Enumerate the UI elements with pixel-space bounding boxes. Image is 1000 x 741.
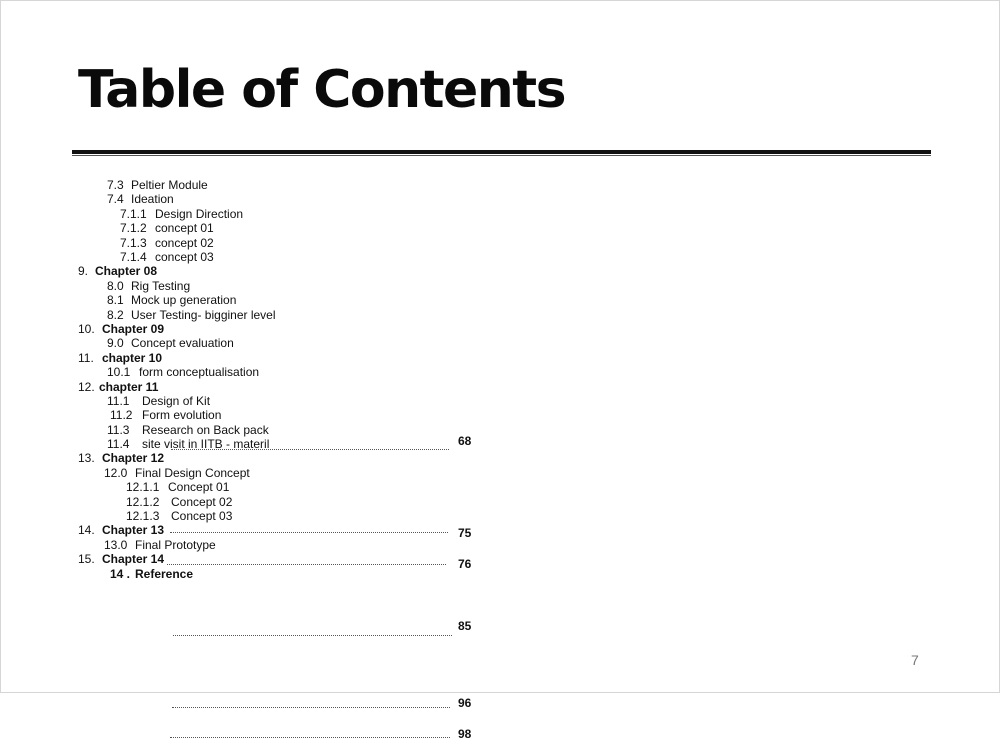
toc-entry-label: chapter 10 — [102, 351, 163, 365]
toc-entry-label: User Testing- bigginer level — [131, 308, 276, 322]
toc-entry-number: 9. — [78, 264, 89, 278]
toc-entry-label: Research on Back pack — [142, 423, 269, 437]
toc-entry-number: 9.0 — [107, 336, 124, 350]
toc-entry-number: 15. — [78, 552, 95, 566]
toc-entry-label: Concept evaluation — [131, 336, 234, 350]
toc-entry-number: 8.1 — [107, 293, 124, 307]
toc-entry-label: form conceptualisation — [139, 365, 260, 379]
toc-entry-label: Concept 03 — [171, 509, 233, 523]
toc-entry-label: Mock up generation — [131, 293, 237, 307]
toc-entry-label: Chapter 12 — [102, 451, 165, 465]
toc-entry-number: 10. — [78, 322, 95, 336]
toc-entry-number: 12.1.1 — [126, 480, 160, 494]
toc-leader-dots — [172, 707, 450, 708]
toc-entry-label: concept 03 — [155, 250, 214, 264]
toc-entry-number: 11.4 — [107, 437, 130, 451]
page-title: Table of Contents — [78, 60, 566, 120]
toc-entry-number: 12.1.3 — [126, 509, 160, 523]
toc-entry-label: Peltier Module — [131, 178, 208, 192]
toc-entry-number: 7.1.3 — [120, 236, 147, 250]
toc-entry-label: Chapter 09 — [102, 322, 165, 336]
toc-page-number: 85 — [458, 619, 472, 633]
toc-entry-label: Rig Testing — [131, 279, 191, 293]
toc-page-number: 68 — [458, 434, 472, 448]
toc-page-number: 96 — [458, 696, 472, 710]
toc-entry-number: 12.0 — [104, 466, 128, 480]
toc-entry-label: concept 01 — [155, 221, 214, 235]
toc-leader-dots — [167, 564, 446, 565]
toc-entry-label: Reference — [135, 567, 194, 581]
toc-entry-label: Concept 01 — [168, 480, 230, 494]
toc-entry-number: 7.1.4 — [120, 250, 147, 264]
toc-entry-label: Chapter 14 — [102, 552, 165, 566]
title-underline-thin — [72, 155, 931, 156]
toc-entry-number: 7.4 — [107, 192, 124, 206]
toc-leader-dots — [170, 532, 448, 533]
toc-entry-number: 8.0 — [107, 279, 124, 293]
toc-page-number: 76 — [458, 557, 472, 571]
toc-entry-label: Form evolution — [142, 408, 222, 422]
toc-entry-number: 12. — [78, 380, 95, 394]
slide-page-number: 7 — [911, 652, 919, 668]
toc-entry-label: Chapter 08 — [95, 264, 158, 278]
toc-entry-label: site visit in IITB - materil — [142, 437, 270, 451]
toc-leader-dots — [173, 635, 452, 636]
toc-page-number: 98 — [458, 727, 472, 741]
toc-leader-dots — [170, 737, 450, 738]
toc-entry-number: 8.2 — [107, 308, 124, 322]
toc-entry-number: 12.1.2 — [126, 495, 160, 509]
toc-entry-number: 10.1 — [107, 365, 131, 379]
toc-entry-number: 7.1.1 — [120, 207, 147, 221]
toc-entry-number: 7.3 — [107, 178, 124, 192]
toc-entry-number: 13.0 — [104, 538, 128, 552]
toc-entry-number: 7.1.2 — [120, 221, 147, 235]
title-underline-thick — [72, 150, 931, 154]
toc-entry-label: Design of Kit — [142, 394, 211, 408]
toc-entry-number: 14 . — [110, 567, 131, 581]
toc-entry-label: chapter 11 — [99, 380, 159, 394]
toc-entry-label: concept 02 — [155, 236, 214, 250]
toc-entry-label: Concept 02 — [171, 495, 233, 509]
toc-page-number: 75 — [458, 526, 472, 540]
toc-entry-number: 14. — [78, 523, 95, 537]
toc-entry-number: 11.2 — [110, 408, 133, 422]
toc-entry-label: Ideation — [131, 192, 174, 206]
toc-entry-label: Final Design Concept — [135, 466, 250, 480]
toc-entry-number: 11.3 — [107, 423, 130, 437]
toc-entry-number: 11. — [78, 351, 94, 365]
toc-entry-label: Design Direction — [155, 207, 244, 221]
toc-entry-label: Chapter 13 — [102, 523, 165, 537]
toc-entry-label: Final Prototype — [135, 538, 216, 552]
toc-entry-number: 13. — [78, 451, 95, 465]
toc-entry-number: 11.1 — [107, 394, 130, 408]
